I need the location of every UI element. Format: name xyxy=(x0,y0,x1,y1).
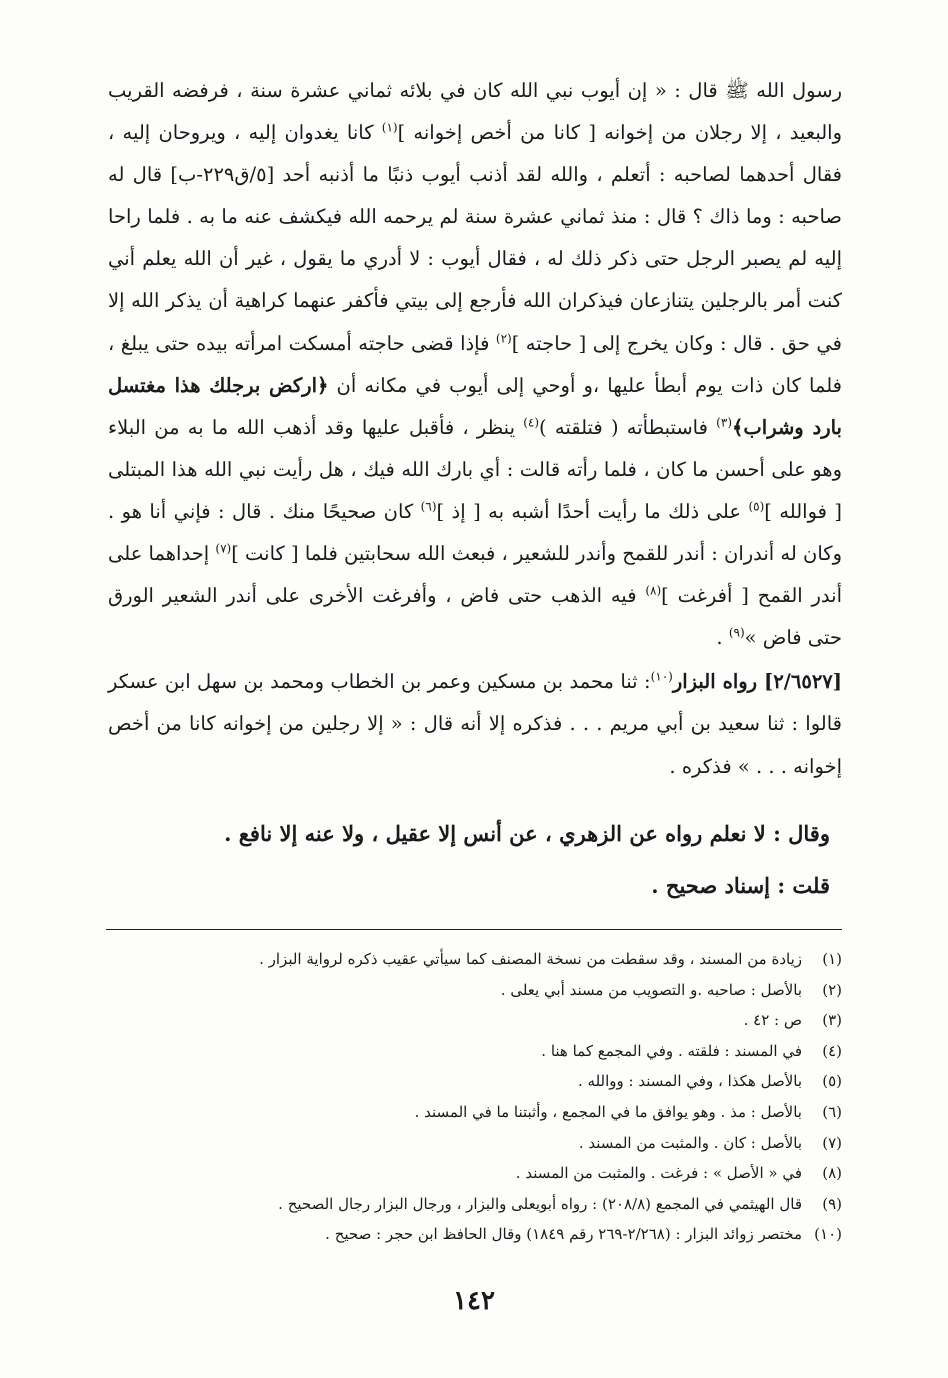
footnote-text: في « الأصل » : فرغت . والمثبت من المسند . xyxy=(515,1164,802,1183)
verdict-line: قلت : إسناد صحيح . xyxy=(651,873,830,898)
footnote-text: بالأصل هكذا ، وفي المسند : ووالله . xyxy=(577,1072,802,1091)
text-segment: . xyxy=(716,626,729,650)
footnote-ref: (٣) xyxy=(716,415,732,430)
footnote-text: ص : ٤٢ . xyxy=(743,1011,802,1030)
footnote xyxy=(108,1066,842,1097)
footnote-number: (٨) xyxy=(822,1164,842,1183)
footnote xyxy=(108,1158,842,1189)
footnote-text: قال الهيثمي في المجمع (٢٠٨/٨) : رواه أبويعلى والبزار ، ورجال البزار رجال الصحيح . xyxy=(278,1194,802,1213)
footnote-number: (٧) xyxy=(822,1133,842,1152)
footnote xyxy=(108,944,842,975)
footnote-ref: (٢) xyxy=(495,331,512,346)
footnote-number: (٤) xyxy=(822,1041,842,1060)
narration-paragraph xyxy=(108,661,842,787)
footnote-text: بالأصل : كان . والمثبت من المسند . xyxy=(578,1133,802,1152)
footnote xyxy=(108,1189,842,1220)
comment-line: وقال : لا نعلم رواه عن الزهري ، عن أنس إلا عقيل ، ولا عنه إلا نافع . xyxy=(224,821,830,846)
hadith-paragraph xyxy=(108,70,842,659)
text-segment: إحداهما على أندر القمح [ أفرغت ] xyxy=(108,542,842,608)
footnote-number: (٦) xyxy=(822,1102,842,1121)
text-segment: رسول الله ﷺ قال : « إن أيوب نبي الله كان في بلائه ثماني عشرة سنة ، فرفضه القريب والبعيد ، إلا رجلان من إخوانه [ كانا من أخص إخوانه ] xyxy=(108,79,842,145)
footnote-ref: (٥) xyxy=(748,499,765,514)
footnote-ref: (٧) xyxy=(215,541,232,556)
footnote-text: زيادة من المسند ، وقد سقطت من نسخة المصنف كما سيأتي عقيب ذكره لرواية البزار . xyxy=(259,950,802,968)
footnote xyxy=(108,1219,842,1250)
text-segment: على ذلك ما رأيت أحدًا أشبه به [ إذ ] xyxy=(436,499,749,523)
footnote-number: (٢) xyxy=(822,980,842,999)
footnote-ref: (٦) xyxy=(420,499,437,514)
footnote-number: (١٠) xyxy=(814,1225,842,1244)
footnote xyxy=(108,1036,842,1067)
footnotes xyxy=(108,944,842,1250)
footnote-number: (٣) xyxy=(822,1011,842,1030)
page-number: ١٤٢ xyxy=(453,1286,495,1316)
quran-verse: ﴿اركض برجلك هذا مغتسل بارد وشراب﴾ xyxy=(108,373,842,439)
author-comment xyxy=(130,808,830,912)
footnote-number: (٩) xyxy=(822,1194,842,1213)
text-segment: فيه الذهب حتى فاض ، وأفرغت الأخرى على أندر الشعير الورق حتى فاض » xyxy=(108,584,842,650)
footnote-text: مختصر زوائد البزار : (٢/٢٦٨-٢٦٩ رقم ١٨٤٩) وقال الحافظ ابن حجر : صحيح . xyxy=(325,1225,802,1244)
footnote-ref: (١) xyxy=(381,120,398,135)
text-segment: كانا يغدوان إليه ، ويروحان إليه ، فقال أحدهما لصاحبه : أتعلم ، والله لقد أذنب أيوب ذنبًا ما أذنبه أحد [٥/ق٢٢٩-ب] قال له صاحبه : وما ذاك ؟ قال : منذ ثماني عشرة سنة لم يرحمه الله فيكشف عنه ما به . فلما راحا إليه لم يصبر الرجل حتى ذكر ذلك له ، فقال أيوب : لا أدري ما يقول ، غير أن الله يعلم أني كنت أمر بالرجلين يتنازعان فيذكران الله فأرجع إلى بيتي فأكفر عنهما كراهية أن يذكر الله إلا في حق . قال : وكان يخرج إلى [ حاجته ] xyxy=(108,121,843,355)
text-segment: فإذا قضى حاجته أمسكت امرأته بيده حتى يبلغ ، فلما كان ذات يوم أبطأ عليها ،و أوحي إلى أيوب في مكانه أن xyxy=(108,331,842,397)
footnote-ref: (٩) xyxy=(728,625,745,640)
footnote-ref: (١٠) xyxy=(650,669,673,684)
hadith-number-label: [٢/٦٥٢٧] رواه البزار xyxy=(672,670,843,694)
footnote xyxy=(108,975,842,1006)
text-segment: : ثنا محمد بن مسكين وعمر بن الخطاب ومحمد بن سهل ابن عسكر قالوا : ثنا سعيد بن أبي مريم . . . فذكره إلا أنه قال : « إلا رجلين من إخوانه كانا من أخص إخوانه . . . » فذكره . xyxy=(108,670,842,778)
footnote xyxy=(108,1128,842,1159)
text-segment: ينظر ، فأقبل عليها وقد أذهب الله ما به من البلاء وهو على أحسن ما كان ، فلما رأته قالت : أي بارك الله فيك ، هل رأيت نبي الله هذا المبتلى [ فوالله ] xyxy=(108,415,843,523)
text-segment: كان صحيحًا منك . قال : فإني أنا هو . وكان له أندران : أندر للقمح وأندر للشعير ، فبعث الله سحابتين فلما [ كانت ] xyxy=(108,499,842,566)
footnote-ref: (٤) xyxy=(523,415,540,430)
footnote-text: بالأصل : مذ . وهو يوافق ما في المجمع ، وأثبتنا ما في المسند . xyxy=(414,1102,802,1121)
footnote-divider xyxy=(106,929,842,930)
footnote-number: (٥) xyxy=(822,1072,842,1091)
text-segment: فاستبطأته ( فتلقته ) xyxy=(539,415,717,439)
footnote-text: في المسند : فلقته . وفي المجمع كما هنا . xyxy=(541,1041,802,1060)
footnote xyxy=(108,1005,842,1036)
footnote-ref: (٨) xyxy=(645,583,662,598)
footnote-number: (١) xyxy=(822,950,842,968)
footnote-text: بالأصل : صاحبه .و التصويب من مسند أبي يعلى . xyxy=(500,980,802,999)
main-text xyxy=(108,70,842,788)
footnote xyxy=(108,1097,842,1128)
